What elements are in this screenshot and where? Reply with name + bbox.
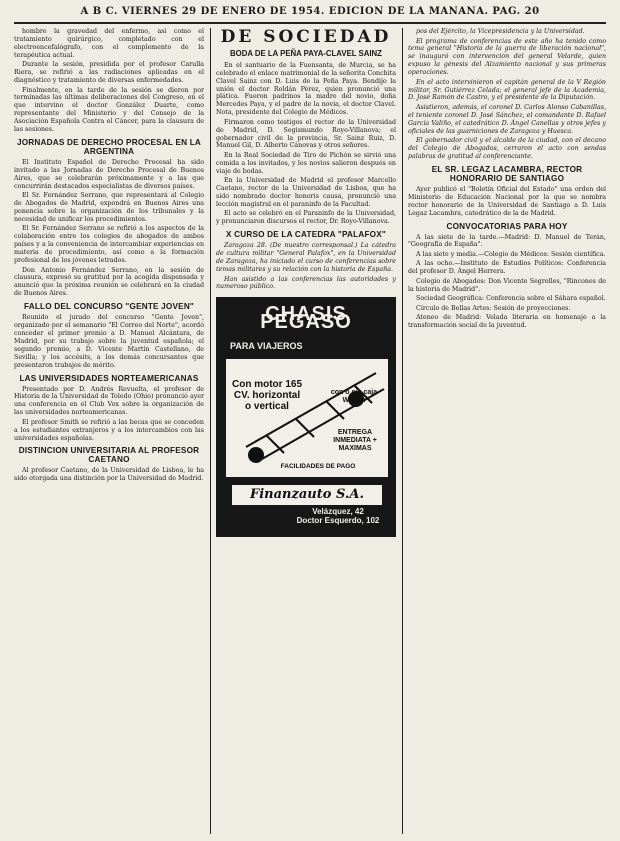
- article-paragraph: Zaragoza 28. (De nuestro corresponsal.) La cátedra de cultura militar "General Palafox", en la Universidad de Zaragoza, ha iniciado el curso de conferencias sobre temas militares y su relación con la historia de España.: [216, 242, 396, 274]
- ad-brand-logo: Finanzauto S.A.: [232, 485, 382, 505]
- ad-payment-text: FACILIDADES DE PAGO: [280, 463, 356, 471]
- col3-intro-paragraph: El programa de conferencias de este año ha tenido como tema general "Historia de la guerra de liberación nacional", se inauguró con intervención del general Velarde, quien expuso la génesis del Alzamiento nacional y sus primeras operaciones.: [408, 37, 606, 77]
- headline-gente-joven: FALLO DEL CONCURSO "GENTE JOVEN": [23, 302, 195, 312]
- article-paragraph: Presentado por D. Andrés Revuelta, el profesor de Historia de la Universidad de Toledo (Ohio) pronunció ayer una conferencia en el Club Vox sobre la organización de las universidades norteamericanas.: [14, 385, 204, 417]
- col3-intro-paragraph: El gobernador civil y el alcalde de la ciudad, con el decano del Colegio de Abogados, cerraron el acto con sendas palabras de gratitud al conferenciante.: [408, 137, 606, 160]
- headline-caetano: DISTINCION UNIVERSITARIA AL PROFESOR CAETANO: [18, 446, 200, 465]
- ad-panel: [226, 359, 388, 477]
- header-rule: [14, 22, 606, 24]
- col3-intro-paragraph: En el acto intervinieron el capitán general de la V Región militar, Sr. Gutiérrez Celada; el general jefe de la Academia, D. José Ramón de Castro, y el presidente de la Diputación.: [408, 78, 606, 102]
- col3-intro-paragraph: Asistieron, además, el coronel D. Carlos Alonso Cabanillas, el teniente coronel D. José Sánchez, el comandante D. Rafael García Valiño, el catedrático D. Ángel Canellas y otros jefes y oficiales de las guarniciones de Zaragoza y Huesca.: [408, 103, 606, 135]
- column-middle: [216, 28, 396, 834]
- headline-palafox: X CURSO DE LA CATEDRA "PALAFOX": [226, 230, 386, 240]
- page-header: A B C. VIERNES 29 DE ENERO DE 1954. EDICION DE LA MAÑANA. PAG. 20: [80, 6, 540, 17]
- col1-intro-paragraph: hombre la gravedad del enfermo, así como el tratamiento quirúrgico, completado con el electroencefalógrafo, con el complemento de la terapéutica actual.: [14, 28, 204, 59]
- truck-chassis-icon: [226, 359, 388, 477]
- column-rule-1: [210, 28, 211, 834]
- listing-paragraph: Colegio de Abogados: Don Vicente Segrelles, "Rincones de la historia de Madrid".: [408, 277, 606, 293]
- ad-wilson-text: con o sin caja Wilson: [330, 389, 378, 405]
- col1-intro-paragraph: Durante la sesión, presidida por el profesor Carulla Riera, se refirió a las radiaciones aplicadas en el diagnóstico y tratamiento de diversas enfermedades.: [14, 61, 204, 85]
- headline-convocatorias: CONVOCATORIAS PARA HOY: [446, 221, 568, 231]
- article-paragraph: En el santuario de la Fuensanta, de Murcia, se ha celebrado el enlace matrimonial de la señorita Conchita Clavel Sainz con D. Luis de la Peña Paya. Bendijo la unión el doctor Roldán Pérez, quien pronunció una plática. Fueron padrinos la madre del novio, doña Mercedes Paya, y el padre de la novia, el doctor Clavel. Nota, presidente del Colegio de Médicos.: [216, 61, 396, 117]
- article-paragraph: Don Antonio Fernández Serrano, en la sesión de clausura, expresó su gratitud por la acogida dispensada y anunció que la próxima reunión se celebrará en la ciudad de Buenos Aires.: [14, 266, 204, 298]
- column-right: [408, 28, 606, 834]
- article-paragraph: El Sr. Fernández Serrano, que representará al Colegio de Abogados de Madrid, expondrá en Buenos Aires una ponencia sobre la organización de los tribunales y la necesidad de unificar los procedimientos.: [14, 192, 204, 223]
- article-paragraph: El Sr. Fernández Serrano se refirió a los aspectos de la colaboración entre los colegios de abogados de ambos países y a la conveniencia de intercambiar experiencias en materia de procedimiento, así como a la formación profesional de los jóvenes letrados.: [14, 225, 204, 265]
- section-title-sociedad: DE SOCIEDAD: [220, 28, 392, 47]
- listing-paragraph: A las siete de la tarde.—Madrid: D. Manuel de Terán, "Geografía de España".: [408, 233, 606, 249]
- listing-paragraph: Ateneo de Madrid: Velada literaria en homenaje a la transformación social de la juventud.: [408, 314, 606, 330]
- listing-paragraph: A las ocho.—Instituto de Estudios Políticos: Conferencia del profesor D. Ángel Herrera.: [408, 260, 606, 276]
- headline-boda: BODA DE LA PEÑA PAYA-CLAVEL SAINZ: [230, 49, 382, 58]
- ad-delivery-text: ENTREGA INMEDIATA + MAXIMAS: [333, 429, 377, 453]
- ad-address-line-1: Velázquez, 42: [312, 507, 364, 517]
- article-paragraph: En la Real Sociedad de Tiro de Pichón se sirvió una comida a los invitados, y los novios salieron después en viaje de bodas.: [216, 151, 396, 175]
- article-paragraph: En la Universidad de Madrid el profesor Marcello Caetano, rector de la Universidad de Lisboa, que ha sido nombrado doctor honoris causa, pronunció una lección magistral en el paraninfo de la Facultad.: [216, 177, 396, 208]
- ad-address: [278, 507, 396, 525]
- article-paragraph: Han asistido a las conferencias las autoridades y numeroso público.: [216, 275, 396, 291]
- article-paragraph: Firmaron como testigos el rector de la Universidad de Madrid, D. Segismundo Royo-Villanova; el gobernador civil de la provincia, Sr. Sainz Ruiz, D. Manuel Gil, D. Alberto Cánovas y otros señores.: [216, 118, 396, 150]
- pegaso-advertisement: [216, 297, 396, 537]
- article-paragraph: Al profesor Caetano, de la Universidad de Lisboa, le ha sido otorgada una distinción por la Universidad de Madrid.: [14, 467, 204, 483]
- article-paragraph: El acto se celebró en el Paraninfo de la Universidad, y pronunciaron discursos el rector, Dr. Royo-Villanova.: [216, 210, 396, 226]
- listing-paragraph: Sociedad Geográfica: Conferencia sobre el Sáhara español.: [416, 295, 606, 303]
- headline-universidades: LAS UNIVERSIDADES NORTEAMERICANAS: [19, 373, 199, 383]
- column-left: [14, 28, 204, 834]
- col1-intro-paragraph: Finalmente, en la tarde de la sesión se dieron por terminadas las últimas deliberaciones del Congreso, en el que intervino el doctor González Duarte, como representante del Ministerio y del Consejo de la Asociación Española Contra el Cáncer, para la clausura de las sesiones.: [14, 86, 204, 134]
- article-paragraph: Reunido el jurado del concurso "Gente Joven", organizado por el semanario "El Correo del Norte", acordó conceder el primer premio a D. Manuel Alcántara, de Madrid, por su trabajo sobre la juventud española; el segundo premio, a D. Vicente Martín Castellano, de Sevilla; y los accésits, a los demás concursantes que presentaron trabajos de mérito.: [14, 314, 204, 369]
- ad-address-line-2: Doctor Esquerdo, 102: [296, 516, 380, 526]
- headline-legaz: EL SR. LEGAZ LACAMBRA, RECTOR HONORARIO DE SANTIAGO: [431, 164, 583, 183]
- article-paragraph: Ayer publicó el "Boletín Oficial del Estado" una orden del Ministerio de Educación Nacional por la que se nombra rector honorario de la Universidad de Santiago a D. Luis Legaz Lacambra, catedrático de la de Madrid.: [408, 185, 606, 217]
- article-paragraph: El profesor Smith se refirió a las becas que se conceden a los estudiantes extranjeros y a los intercambios con las universidades españolas.: [14, 418, 204, 442]
- ad-title: CHASIS PEGASO: [260, 303, 352, 334]
- article-paragraph: El Instituto Español de Derecho Procesal ha sido invitado a las Jornadas de Derecho Procesal de Buenos Aires, que se celebrarán próximamente y a las que concurrirán destacados especialistas de diversos países.: [14, 158, 204, 190]
- ad-motor-text: Con motor 165 CV. horizontal o vertical: [232, 379, 303, 413]
- listing-paragraph: A las siete y media.—Colegio de Médicos: Sesión científica.: [416, 250, 606, 258]
- headline-jornadas: JORNADAS DE DERECHO PROCESAL EN LA ARGENTINA: [16, 137, 202, 156]
- col3-intro-paragraph: pos del Ejército, la Vicepresidencia y la Universidad.: [416, 28, 585, 35]
- column-rule-2: [402, 28, 403, 834]
- ad-subtitle: PARA VIAJEROS: [230, 341, 303, 352]
- listing-paragraph: Círculo de Bellas Artes: Sesión de proyecciones.: [416, 304, 571, 312]
